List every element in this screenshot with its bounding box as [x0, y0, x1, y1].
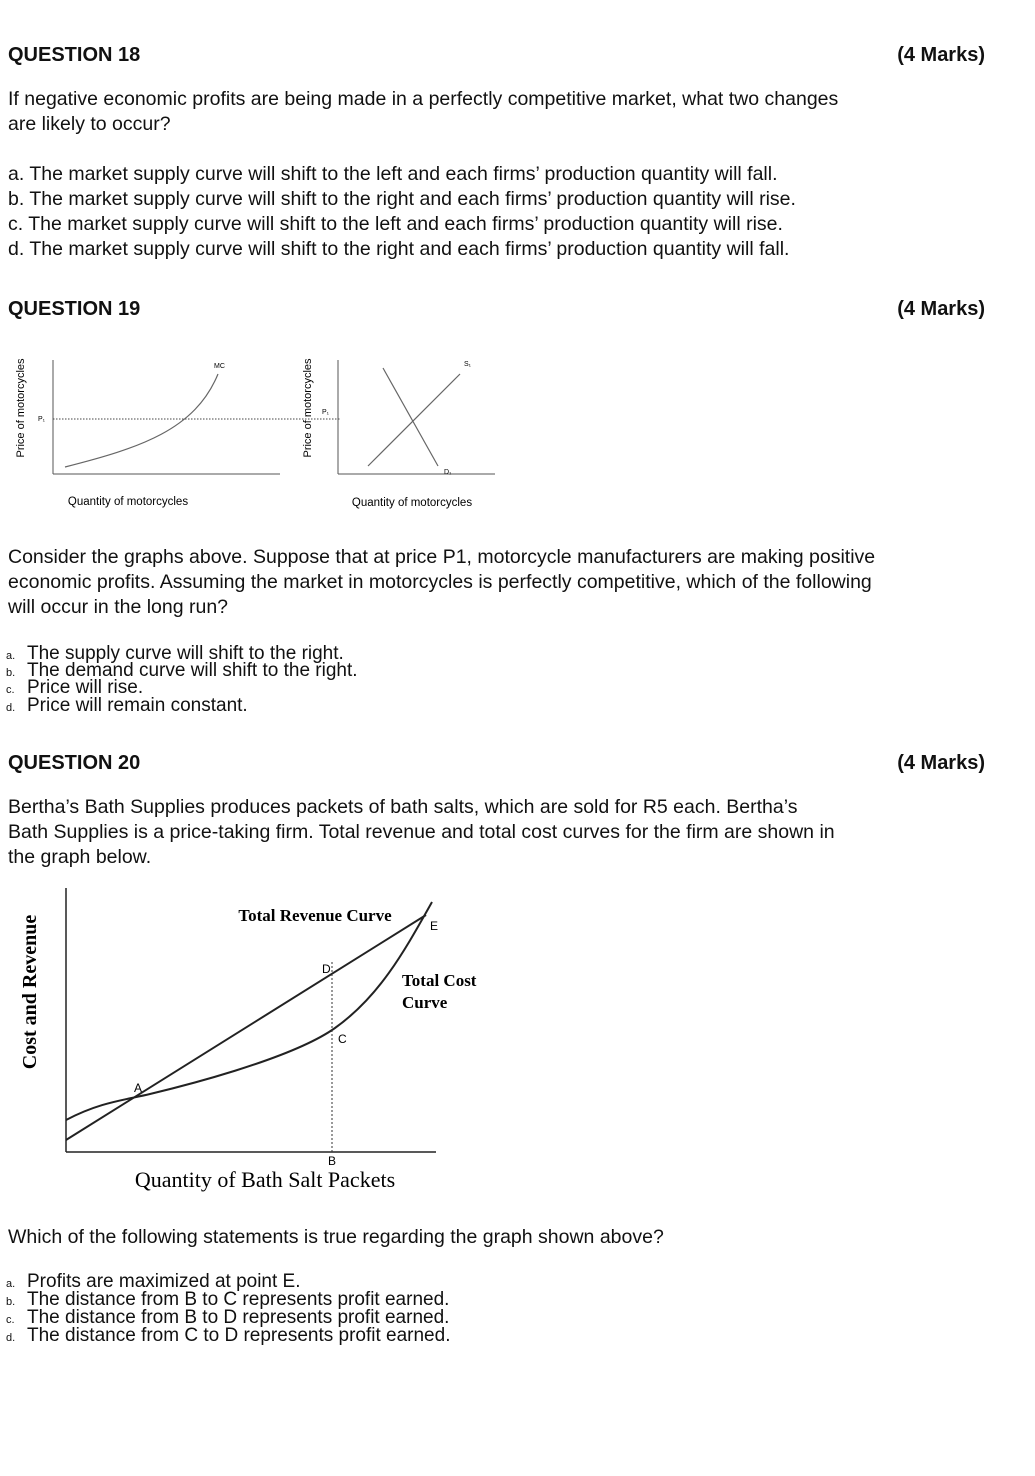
q20-marks: (4 Marks): [897, 752, 985, 774]
point-b-label: B: [328, 1154, 337, 1168]
market-graph-xlabel: Quantity of motorcycles: [351, 497, 473, 509]
total-cost-label-line1: Total Cost: [402, 971, 477, 990]
q19-title: QUESTION 19: [8, 298, 141, 320]
mc-curve-label: MC: [214, 363, 225, 370]
q18-option-b: b. The market supply curve will shift to the right and each firms’ production quantity will rise.: [8, 188, 796, 210]
demand-curve-d1: [383, 368, 438, 466]
demand-curve-label: D₁: [444, 469, 452, 476]
q18-marks: (4 Marks): [897, 44, 985, 66]
market-graph: [290, 350, 510, 530]
q18-option-a: a. The market supply curve will shift to the left and each firms’ production quantity will fall.: [8, 163, 778, 185]
bath-salts-graph: [0, 880, 520, 1200]
q18-option-d: d. The market supply curve will shift to the right and each firms’ production quantity will fall.: [8, 238, 790, 260]
q18-question-text: If negative economic profits are being made in a perfectly competitive market, what two changes are likely to occur?: [8, 88, 839, 135]
point-a-label: A: [134, 1081, 143, 1095]
market-graph-p1-label: P₁: [322, 409, 330, 416]
firm-graph-ylabel: Price of motorcycles: [15, 358, 27, 458]
q20-question-text: Bertha’s Bath Supplies produces packets of bath salts, which are sold for R5 each. Bertha’s Bath Supplies is a price-taking firm. Total revenue and total cost curves for the firm are shown in the graph below.: [8, 796, 835, 868]
q18-title: QUESTION 18: [8, 44, 141, 66]
total-revenue-label: Total Revenue Curve: [238, 906, 392, 925]
bath-graph-xlabel: Quantity of Bath Salt Packets: [134, 1167, 396, 1192]
supply-curve-label: S₁: [464, 361, 472, 368]
total-cost-curve: [66, 902, 432, 1120]
firm-graph-p1-label: P₁: [38, 416, 46, 423]
q20-prompt: Which of the following statements is true regarding the graph shown above?: [8, 1226, 664, 1248]
q19-option-c: c. Price will rise.: [6, 677, 144, 698]
mc-curve: [65, 374, 218, 467]
firm-graph-xlabel: Quantity of motorcycles: [67, 496, 189, 508]
point-c-label: C: [338, 1032, 347, 1046]
q19-marks: (4 Marks): [897, 298, 985, 320]
q20-option-a: a. Profits are maximized at point E.: [6, 1271, 301, 1292]
firm-mc-graph: [0, 350, 300, 530]
q20-title: QUESTION 20: [8, 752, 141, 774]
total-revenue-curve: [66, 915, 426, 1140]
total-cost-label-line2: Curve: [402, 993, 448, 1012]
point-d-label: D: [322, 962, 331, 976]
bath-graph-ylabel: Cost and Revenue: [19, 914, 41, 1070]
q20-option-c: c. The distance from B to D represents profit earned.: [6, 1307, 450, 1328]
market-graph-ylabel: Price of motorcycles: [302, 358, 314, 458]
q19-option-b: b. The demand curve will shift to the right.: [6, 660, 358, 681]
q20-option-b: b. The distance from B to C represents profit earned.: [6, 1289, 450, 1310]
q19-option-a: a. The supply curve will shift to the right.: [6, 643, 344, 664]
q18-option-c: c. The market supply curve will shift to the left and each firms’ production quantity will rise.: [8, 213, 783, 235]
q20-option-d: d. The distance from C to D represents profit earned.: [6, 1325, 451, 1346]
q19-question-text: Consider the graphs above. Suppose that at price P1, motorcycle manufacturers are making positive economic profits. Assuming the market in motorcycles is perfectly competitive, which of the following will occur in the long run?: [8, 546, 876, 618]
point-e-label: E: [430, 919, 439, 933]
q19-option-d: d. Price will remain constant.: [6, 695, 248, 716]
supply-curve-s1: [368, 374, 460, 466]
